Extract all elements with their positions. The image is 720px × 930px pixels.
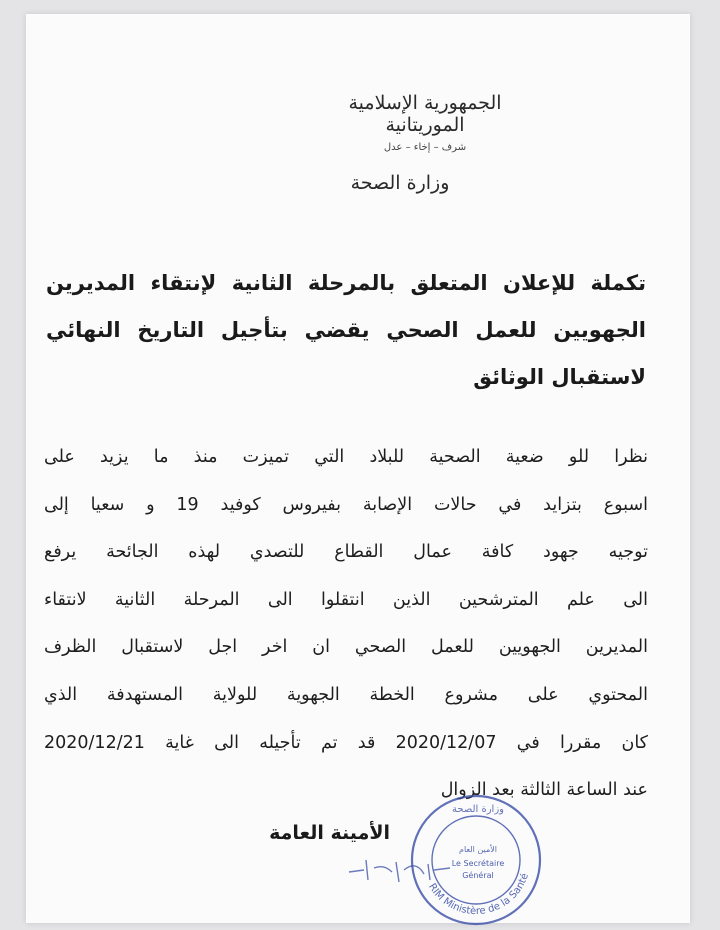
stamp-arabic-top: وزارة الصحة: [452, 804, 504, 815]
ministry-name: وزارة الصحة: [350, 172, 450, 194]
body-line-5: المديرين الجهويين للعمل الصحي ان اخر اجل لاستقبال الظرف: [44, 637, 648, 658]
stamp-center-ar: الأمين العام: [458, 845, 498, 854]
national-motto: شرف – إخاء – عدل: [383, 142, 467, 153]
body-line-3: توجيه جهود كافة عمال القطاع للتصدي لهذه الجائحة يرفع: [44, 542, 648, 563]
announcement-body: [44, 434, 648, 815]
body-line-2: اسبوع بتزايد في حالات الإصابة بفيروس كوفيد 19 و سعيا إلى: [44, 494, 648, 515]
signatory-title: الأمينة العامة: [269, 822, 390, 844]
body-line-4: الى علم المترشحين الذين انتقلوا الى المرحلة الثانية لانتقاء: [44, 589, 648, 610]
announcement-title: [46, 260, 646, 401]
stamp-ring-text: RIM Ministère de la Santé: [426, 871, 531, 918]
body-line-6: المحتوي على مشروع الخطة الجهوية للولاية المستهدفة الذي: [44, 684, 648, 705]
title-line-3: لاستقبال الوثائق: [473, 365, 646, 389]
body-line-8: عند الساعة الثالثة بعد الزوال: [440, 780, 648, 801]
document-page: [26, 14, 690, 923]
body-line-1: نظرا للو ضعية الصحية للبلاد التي تميزت منذ ما يزيد على: [44, 447, 648, 467]
stamp-center-fr-2: Général: [462, 871, 494, 880]
republic-name: الجمهورية الإسلامية الموريتانية: [348, 92, 502, 136]
body-line-7: كان مقررا في 2020/12/07 قد تم تأجيله الى غاية 2020/12/21: [44, 732, 648, 753]
stamp-center-fr-1: Le Secrétaire: [451, 859, 505, 868]
title-line-2: الجهويين للعمل الصحي يقضي بتأجيل التاريخ النهائي: [46, 318, 646, 342]
title-line-1: تكملة للإعلان المتعلق بالمرحلة الثانية لإنتقاء المديرين: [46, 271, 646, 295]
official-stamp: [406, 790, 546, 930]
